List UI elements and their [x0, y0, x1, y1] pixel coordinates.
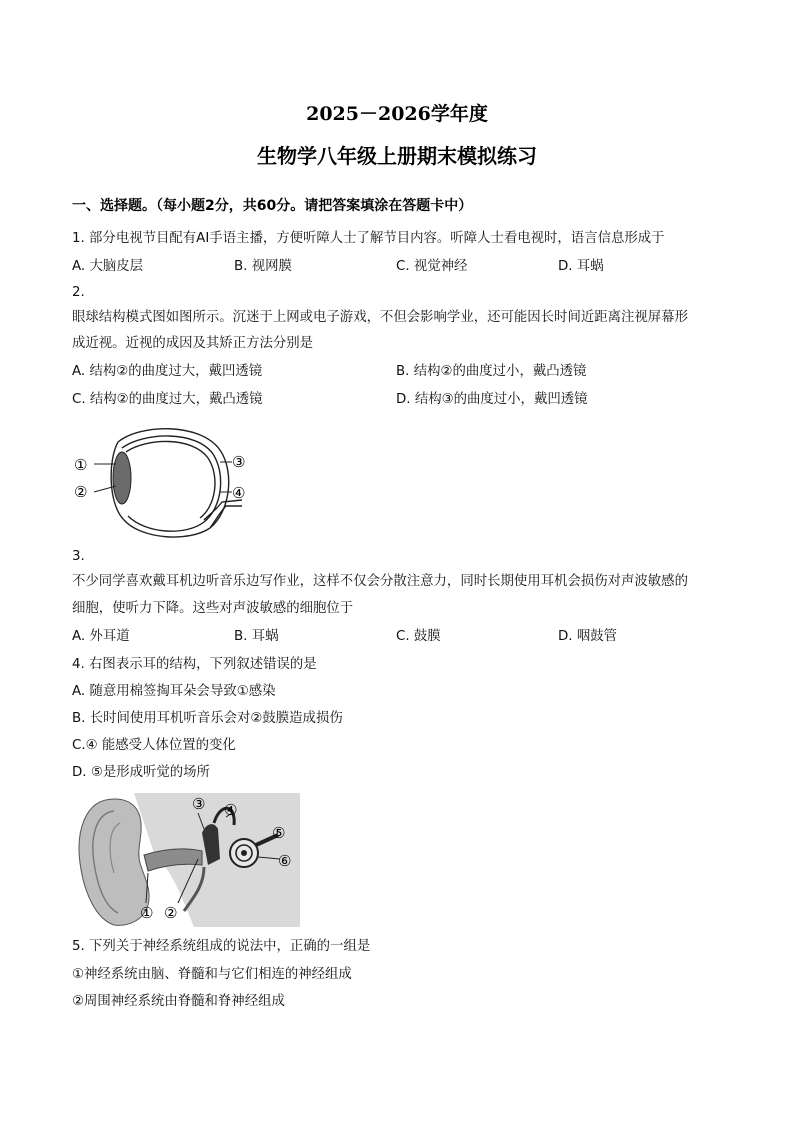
q5-item-2: ②周围神经系统由脊髓和脊神经组成 [72, 994, 285, 1009]
q4-option-b: B. 长时间使用耳机听音乐会对②鼓膜造成损伤 [72, 711, 343, 726]
q1-option-c: C. 视觉神经 [396, 259, 468, 274]
q4-stem: 4. 右图表示耳的结构，下列叙述错误的是 [72, 657, 317, 672]
q2-stem-line2: 成近视。近视的成因及其矫正方法分别是 [72, 336, 314, 351]
q3-stem-line1: 不少同学喜欢戴耳机边听音乐边写作业，这样不仅会分散注意力，同时长期使用耳机会损伤对声波敏感的 [72, 574, 688, 589]
q1-option-a: A. 大脑皮层 [72, 259, 143, 274]
q2-option-b: B. 结构②的曲度过小，戴凸透镜 [396, 364, 587, 379]
q5-item-1: ①神经系统由脑、脊髓和与它们相连的神经组成 [72, 967, 352, 982]
ear-label-4: ④ [224, 801, 238, 819]
eye-label-1: ① [74, 456, 88, 474]
q4-option-c: C.④ 能感受人体位置的变化 [72, 738, 236, 753]
ear-diagram [74, 793, 300, 927]
q1-option-b: B. 视网膜 [234, 259, 292, 274]
q3-option-d: D. 咽鼓管 [558, 629, 617, 644]
ear-label-1: ① [140, 904, 154, 922]
q5-stem: 5. 下列关于神经系统组成的说法中，正确的一组是 [72, 939, 371, 954]
q4-option-a: A. 随意用棉签掏耳朵会导致①感染 [72, 684, 276, 699]
ear-label-2: ② [164, 904, 178, 922]
eye-label-2: ② [74, 483, 88, 501]
q2-stem-line1: 眼球结构模式图如图所示。沉迷于上网或电子游戏，不但会影响学业，还可能因长时间近距离注视屏幕形 [72, 310, 688, 325]
q3-option-c: C. 鼓膜 [396, 629, 441, 644]
exam-year: 2025－2026学年度 [306, 103, 488, 125]
exam-title: 生物学八年级上册期末模拟练习 [257, 144, 537, 168]
q1-stem: 1. 部分电视节目配有AI手语主播，方便听障人士了解节目内容。听障人士看电视时，语言信息形成于 [72, 231, 665, 246]
q3-option-a: A. 外耳道 [72, 629, 130, 644]
q2-option-a: A. 结构②的曲度过大，戴凹透镜 [72, 364, 263, 379]
q1-option-d: D. 耳蜗 [558, 259, 604, 274]
ear-label-5: ⑤ [272, 824, 286, 842]
eyeball-diagram [70, 420, 250, 542]
lens-shape [113, 452, 131, 504]
q2-number: 2. [72, 285, 85, 300]
section-heading: 一、选择题。（每小题2分，共60分。请把答案填涂在答题卡中） [72, 198, 473, 214]
q3-number: 3. [72, 549, 85, 564]
q3-stem-line2: 细胞，使听力下降。这些对声波敏感的细胞位于 [72, 601, 354, 616]
eye-label-3: ③ [232, 453, 246, 471]
q3-option-b: B. 耳蜗 [234, 629, 279, 644]
eye-label-4: ④ [232, 484, 246, 502]
q4-option-d: D. ⑤是形成听觉的场所 [72, 765, 210, 780]
ear-label-6: ⑥ [278, 852, 292, 870]
ear-label-3: ③ [192, 795, 206, 813]
q2-option-c: C. 结构②的曲度过大，戴凸透镜 [72, 392, 263, 407]
q2-option-d: D. 结构③的曲度过小，戴凹透镜 [396, 392, 588, 407]
